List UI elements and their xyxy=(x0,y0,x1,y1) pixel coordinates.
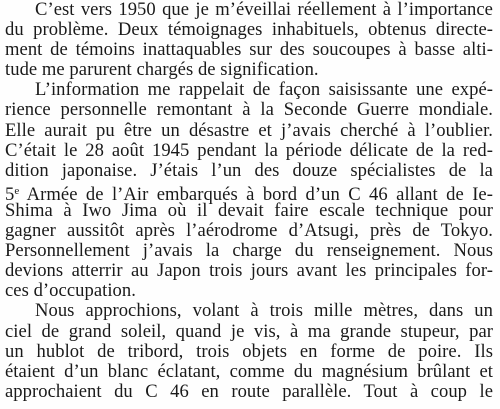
text-line: ces d’occupation. xyxy=(5,280,136,302)
text-line: Shima à Iwo Jima où il devait faire escale technique pour xyxy=(5,199,493,221)
text-line: Elle aurait pu être un désastre et j’avais cherché à l’oublier. xyxy=(5,119,493,141)
ordinal-number: 5 xyxy=(5,183,15,205)
text-line: L’information me rappelait de façon saisissante une expé- xyxy=(35,79,493,101)
text-line: rience personnelle remontant à la Seconde Guerre mondiale. xyxy=(5,99,493,121)
text-line: devions atterrir au Japon trois jours avant les principales for- xyxy=(5,260,493,282)
text-line: étaient d’un blanc éclatant, comme du magnésium brûlant et xyxy=(5,360,493,382)
body-text xyxy=(5,0,493,402)
text-line: Personnellement j’avais la charge du renseignement. Nous xyxy=(5,240,493,262)
text-line: C’est vers 1950 que je m’éveillai réellement à l’importance xyxy=(35,0,493,20)
text-line: un hublot de tribord, trois objets en forme de poire. Ils xyxy=(5,340,493,362)
text-line: dition japonaise. J’étais l’un des douze spécialistes de la xyxy=(5,159,493,181)
text-line-rest: Armée de l’Air embarqués à bord d’un C 46 allant de Ie- xyxy=(26,183,493,205)
text-line: ciel de grand soleil, quand je vis, à ma grande stupeur, par xyxy=(5,320,493,342)
text-line: C’était le 28 août 1945 pendant la période délicate de la red- xyxy=(5,139,493,161)
text-line: approchaient du C 46 en route parallèle. Tout à coup le xyxy=(5,380,493,402)
text-line: Nous approchions, volant à trois mille mètres, dans un xyxy=(35,300,493,322)
text-line: ment de témoins inattaquables sur des soucoupes à basse alti- xyxy=(5,39,493,61)
text-line: tude me parurent chargés de signification. xyxy=(5,59,319,81)
text-line: gagner aussitôt après l’aérodrome d’Atsugi, près de Tokyo. xyxy=(5,220,493,242)
ordinal-suffix: e xyxy=(14,184,20,197)
text-line-with-ordinal xyxy=(5,181,493,205)
text-line: du problème. Deux témoignages inhabituels, obtenus directe- xyxy=(5,19,493,41)
